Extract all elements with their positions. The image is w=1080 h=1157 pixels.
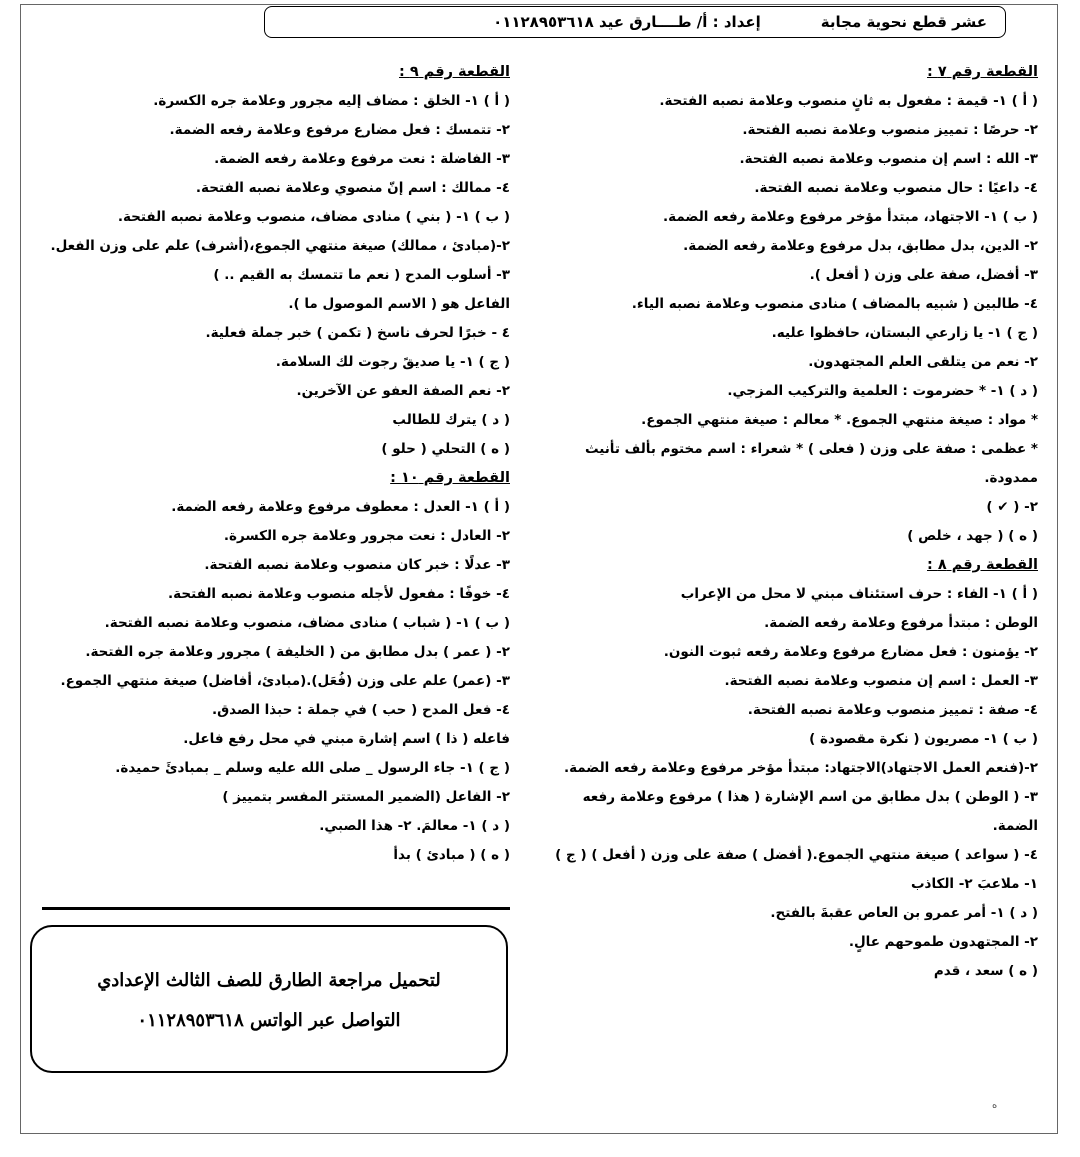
answer-line: ( ب ) ١- الاجتهاد، مبتدأ مؤخر مرفوع وعلامة رفعه الضمة. <box>663 209 1038 225</box>
answer-line: ٢- نعم من يتلقى العلم المجتهدون. <box>808 354 1038 370</box>
answer-line: ٤- طالبين ( شبيه بالمضاف ) منادى منصوب وعلامة نصبه الياء. <box>631 296 1038 312</box>
answer-line: ( ب ) ١- مصريون ( نكرة مقصودة ) <box>809 731 1038 747</box>
answer-line: الوطن : مبتدأ مرفوع وعلامة رفعه الضمة. <box>764 615 1038 631</box>
header-box <box>264 6 1006 38</box>
answer-line: ممدودة. <box>984 470 1038 486</box>
divider <box>42 907 510 910</box>
answer-line: الضمة. <box>992 818 1038 834</box>
answer-line: ٣- الله : اسم إن منصوب وعلامة نصبه الفتحة. <box>739 151 1038 167</box>
answer-line: ( ج ) ١- جاء الرسول _ صلى الله عليه وسلم _ بمبادئَ حميدة. <box>115 760 510 776</box>
right-column <box>553 58 1038 986</box>
answer-line: ٤- داعيًا : حال منصوب وعلامة نصبه الفتحة. <box>754 180 1038 196</box>
left-column <box>40 58 510 870</box>
answer-line: ( ب ) ١- ( بني ) منادى مضاف، منصوب وعلامة نصبه الفتحة. <box>117 209 510 225</box>
answer-line: ( أ ) ١- الفاء : حرف استئناف مبني لا محل من الإعراب <box>680 586 1038 602</box>
answer-line: ٣- العمل : اسم إن منصوب وعلامة نصبه الفتحة. <box>724 673 1038 689</box>
answer-line: ٤- ممالك : اسم إنّ منصوي وعلامة نصبه الفتحة. <box>195 180 510 196</box>
promo-box <box>30 925 508 1073</box>
section-heading: القطعة رقم ٧ : <box>927 64 1038 80</box>
answer-line: ٢- نعم الصفة العفو عن الآخرين. <box>296 383 510 399</box>
section-heading: القطعة رقم ٩ : <box>399 64 510 80</box>
doc-title: عشر قطع نحوية مجابة <box>820 13 987 31</box>
answer-line: ٢-(مبادئ ، ممالك) صيغة منتهي الجموع،(أشرف) علم على وزن الفعل. <box>50 238 510 254</box>
answer-line: ٣- ( الوطن ) بدل مطابق من اسم الإشارة ( هذا ) مرفوع وعلامة رفعه <box>582 789 1038 805</box>
answer-line: ( د ) ١- معالمَ. ٢- هذا الصبي. <box>319 818 510 834</box>
answer-line: ( ج ) ١- يا صديقً رجوت لك السلامة. <box>275 354 510 370</box>
answer-line: ( أ ) ١- الخلق : مضاف إليه مجرور وعلامة جره الكسرة. <box>153 93 510 109</box>
answer-line: ( أ ) ١- قيمة : مفعول به ثانٍ منصوب وعلامة نصبه الفتحة. <box>659 93 1038 109</box>
answer-line: ٤- ( سواعد ) صيغة منتهي الجموع.( أفضل ) صفة على وزن ( أفعل ) ( ج ) <box>555 847 1038 863</box>
answer-line: ٢- العادل : نعت مجرور وعلامة جره الكسرة. <box>223 528 510 544</box>
answer-line: ( ه ) ( مبادئ ) بدأ <box>393 847 510 863</box>
answer-line: ٣- الفاضلة : نعت مرفوع وعلامة رفعه الضمة. <box>214 151 510 167</box>
answer-line: ( د ) ١- * حضرموت : العلمية والتركيب المزجي. <box>727 383 1038 399</box>
answer-line: ( ب ) ١- ( شباب ) منادى مضاف، منصوب وعلامة نصبه الفتحة. <box>104 615 510 631</box>
answer-line: ١- ملاعبَ ٢- الكاذب <box>910 876 1038 892</box>
promo-line-1: لتحميل مراجعة الطارق للصف الثالث الإعدادي <box>97 970 441 991</box>
answer-line: ٢-(فنعم العمل الاجتهاد)الاجتهاد: مبتدأ مؤخر مرفوع وعلامة رفعه الضمة. <box>563 760 1038 776</box>
answer-line: * عظمى : صفة على وزن ( فعلى ) * شعراء : اسم مختوم بألف تأنيث <box>584 441 1038 457</box>
answer-line: ( ه ) التحلي ( حلو ) <box>381 441 510 457</box>
answer-line: ٢- يؤمنون : فعل مضارع مرفوع وعلامة رفعه ثبوت النون. <box>663 644 1038 660</box>
answer-line: ( د ) ١- أمر عمرو بن العاص عقبةَ بالفتح. <box>770 905 1038 921</box>
answer-line: ٢- ( ✔ ) <box>986 499 1038 515</box>
section-heading: القطعة رقم ٨ : <box>927 557 1038 573</box>
answer-line: ٣- أفضل، صفة على وزن ( أفعل ). <box>809 267 1038 283</box>
answer-line: ٢- المجتهدون طموحهم عالٍ. <box>848 934 1038 950</box>
answer-line: ( د ) يترك للطالب <box>392 412 510 428</box>
answer-line: ( أ ) ١- العدل : معطوف مرفوع وعلامة رفعه الضمة. <box>171 499 510 515</box>
answer-line: ٤- خوفًا : مفعول لأجله منصوب وعلامة نصبه الفتحة. <box>168 586 510 602</box>
answer-line: فاعله ( ذا ) اسم إشارة مبني في محل رفع فاعل. <box>183 731 510 747</box>
answer-line: ( ه ) سعد ، قدم <box>933 963 1038 979</box>
answer-line: ٢- الفاعل (الضمير المستتر المفسر بتمييز ) <box>222 789 510 805</box>
promo-line-2: التواصل عبر الواتس ٠١١٢٨٩٥٣٦١٨ <box>137 1010 401 1031</box>
section-heading: القطعة رقم ١٠ : <box>390 470 510 486</box>
answer-line: ٢- ( عمر ) بدل مطابق من ( الخليفة ) مجرور وعلامة جره الفتحة. <box>85 644 510 660</box>
answer-line: ( ج ) ١- يا زارعي البستان، حافظوا عليه. <box>771 325 1038 341</box>
answer-line: ٢- تتمسك : فعل مضارع مرفوع وعلامة رفعه الضمة. <box>169 122 510 138</box>
answer-line: ٣- أسلوب المدح ( نعم ما تتمسك به القيم .. ) <box>213 267 510 283</box>
answer-line: ٤ - خبرًا لحرف ناسخ ( تكمن ) خبر جملة فعلية. <box>205 325 510 341</box>
answer-line: ٣- عدلًا : خبر كان منصوب وعلامة نصبه الفتحة. <box>204 557 510 573</box>
answer-line: ٣- (عمر) علم على وزن (فُعَل).(مبادئ، أفاضل) صيغة منتهي الجموع. <box>60 673 510 689</box>
answer-line: الفاعل هو ( الاسم الموصول ما ). <box>288 296 510 312</box>
answer-line: * مواد : صيغة منتهي الجموع. * معالم : صيغة منتهي الجموع. <box>641 412 1038 428</box>
answer-line: ٢- الدين، بدل مطابق، بدل مرفوع وعلامة رفعه الضمة. <box>683 238 1038 254</box>
answer-line: ٤- صفة : تمييز منصوب وعلامة نصبه الفتحة. <box>747 702 1038 718</box>
answer-line: ٢- حرصًا : تمييز منصوب وعلامة نصبه الفتحة. <box>742 122 1038 138</box>
doc-author: إعداد : أ/ طــــارق عيد ٠١١٢٨٩٥٣٦١٨ <box>493 13 761 31</box>
footer-mark: ه <box>992 1100 998 1111</box>
answer-line: ( ه ) ( جهد ، خلص ) <box>907 528 1038 544</box>
answer-line: ٤- فعل المدح ( حب ) في جملة : حبذا الصدق. <box>211 702 510 718</box>
